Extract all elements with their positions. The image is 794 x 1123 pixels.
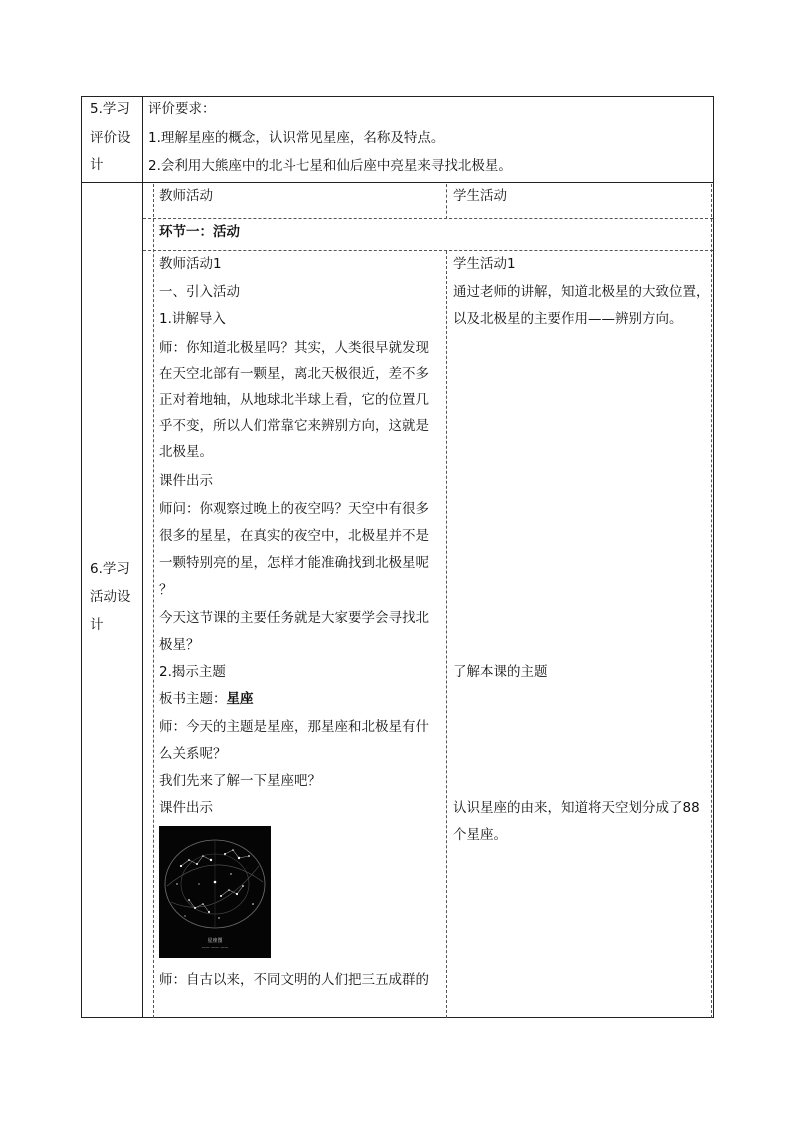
section5-label-line: 评价设 <box>90 130 131 146</box>
inner-table-middle <box>446 184 447 219</box>
board-topic-line <box>159 686 254 712</box>
inner-table-right <box>711 184 712 1018</box>
constellation-map-image <box>159 826 271 958</box>
table-border-right <box>713 96 714 1018</box>
section5-label-line: 计 <box>90 157 104 173</box>
label-column-divider <box>142 96 143 1018</box>
teacher-line: 2.揭示主题 <box>159 664 226 680</box>
evaluation-heading: 评价要求： <box>148 101 216 117</box>
teacher-line: 极星？ <box>159 637 200 653</box>
section5-label-line: 5.学习 <box>90 101 130 117</box>
student-line: 通过老师的讲解，知道北极星的大致位置， <box>453 284 710 300</box>
section6-label-line: 6.学习 <box>90 561 130 577</box>
student-activity-header: 学生活动 <box>453 188 507 204</box>
teacher-line: 一、引入活动 <box>159 284 240 300</box>
teacher-line: 课件出示 <box>159 473 213 489</box>
evaluation-item: 1.理解星座的概念，认识常见星座，名称及特点。 <box>148 130 445 146</box>
section6-label-line: 计 <box>90 617 104 633</box>
teacher-line: 师：今天的主题是星座，那星座和北极星有什 <box>159 719 429 735</box>
teacher-line: 课件出示 <box>159 800 213 816</box>
constellation-map-graphic <box>159 826 271 958</box>
student-activity-title: 学生活动1 <box>453 256 516 272</box>
teacher-line: 我们先来了解一下星座吧？ <box>159 773 321 789</box>
teacher-line: 乎不变，所以人们常靠它来辨别方向，这就是 <box>159 418 429 434</box>
constellation-map-caption: 星座图 <box>207 938 223 944</box>
teacher-line: 师问：你观察过晚上的夜空吗？天空中有很多 <box>159 501 429 517</box>
teacher-line: 1.讲解导入 <box>159 311 226 327</box>
teacher-line: 么关系呢？ <box>159 746 227 762</box>
teacher-activity-title: 教师活动1 <box>159 256 222 272</box>
student-line: 认识星座的由来，知道将天空划分成了88 <box>453 800 700 816</box>
teacher-line: 很多的星星，在真实的夜空中，北极星并不是 <box>159 528 429 544</box>
table-border-left <box>81 96 82 1018</box>
teacher-line: 今天这节课的主要任务就是大家要学会寻找北 <box>159 610 429 626</box>
inner-table-left <box>153 184 154 1018</box>
teacher-line: 师：你知道北极星吗？其实，人类很早就发现 <box>159 340 429 356</box>
teacher-line: 正对着地轴，从地球北半球上看，它的位置几 <box>159 392 429 408</box>
student-line: 个星座。 <box>453 827 507 843</box>
board-topic-prefix: 板书主题： <box>159 691 227 707</box>
teacher-line: ？ <box>159 582 173 598</box>
segment-title: 环节一：活动 <box>159 224 240 240</box>
board-topic: 星座 <box>226 691 254 707</box>
evaluation-item: 2.会利用大熊座中的北斗七星和仙后座中亮星来寻找北极星。 <box>148 158 512 174</box>
teacher-activity-header: 教师活动 <box>159 188 213 204</box>
teacher-line: 在天空北部有一颗星，离北天极很近，差不多 <box>159 366 429 382</box>
teacher-line: 一颗特别亮的星，怎样才能准确找到北极星呢 <box>159 555 429 571</box>
inner-table-middle <box>446 251 447 1018</box>
constellation-map-subcaption: —— —— —— <box>201 945 229 950</box>
student-line: 以及北极星的主要作用——辨别方向。 <box>453 311 683 327</box>
student-line: 了解本课的主题 <box>453 664 548 680</box>
inner-row-divider <box>143 250 713 251</box>
section6-label-line: 活动设 <box>90 589 131 605</box>
teacher-line: 师：自古以来，不同文明的人们把三五成群的 <box>159 972 429 988</box>
table-border-bottom <box>81 1017 714 1018</box>
teacher-line: 北极星。 <box>159 444 213 460</box>
